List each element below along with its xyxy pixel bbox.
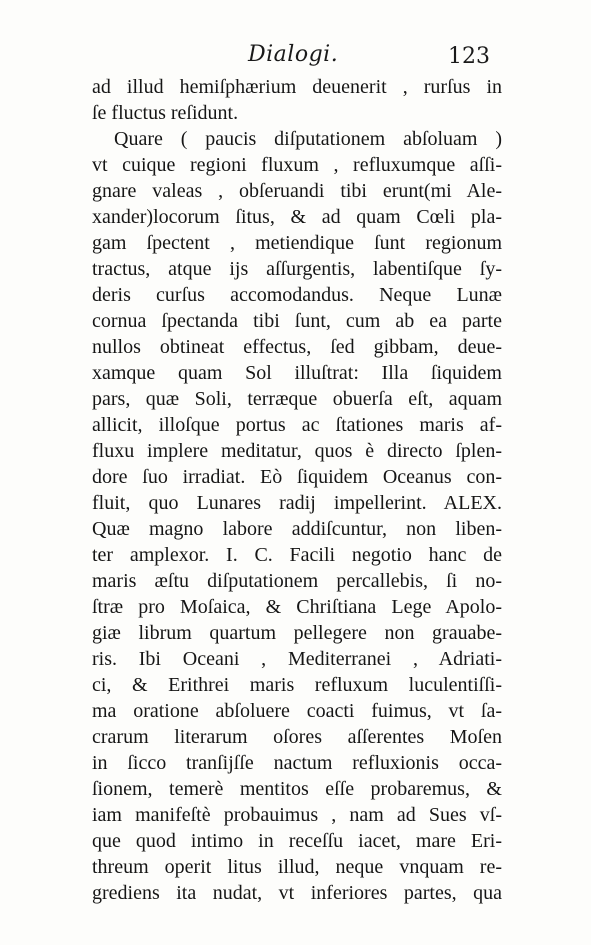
text-line: pars, quæ Soli, terræque obuerſa eſt, aquam — [92, 388, 502, 410]
text-line: ma oratione abſoluere coacti fuimus, vt ſa- — [92, 700, 502, 722]
text-line: xamque quam Sol illuſtrat: Illa ſiquidem — [92, 362, 502, 384]
text-line: Quæ magno labore addiſcuntur, non liben- — [92, 518, 502, 540]
text-line: in ſicco tranſijſſe nactum refluxionis occa- — [92, 752, 502, 774]
text-line: allicit, illoſque portus ac ſtationes maris af- — [92, 414, 502, 436]
text-line: xander)locorum ſitus, & ad quam Cœli pla- — [92, 206, 502, 228]
text-line: dore ſuo irradiat. Eò ſiquidem Oceanus con- — [92, 466, 502, 488]
text-line: ris. Ibi Oceani , Mediterranei , Adriati- — [92, 648, 502, 670]
text-line: ſionem, temerè mentitos eſſe probaremus, & — [92, 778, 502, 800]
text-line: vt cuique regioni fluxum , refluxumque aſſi- — [92, 154, 502, 176]
body-text — [92, 74, 502, 906]
text-line: gam ſpectent , metiendique ſunt regionum — [92, 232, 502, 254]
text-line: fluxu implere meditatur, quos è directo ſplen- — [92, 440, 502, 462]
text-line: deris curſus accomodandus. Neque Lunæ — [92, 284, 502, 306]
text-line: maris æſtu diſputationem percallebis, ſi no- — [92, 570, 502, 592]
text-line: tractus, atque ijs aſſurgentis, labentiſque ſy- — [92, 258, 502, 280]
text-line: Quare ( paucis diſputationem abſoluam ) — [114, 128, 502, 150]
text-line: fluit, quo Lunares radij impellerint. ALEX. — [92, 492, 502, 514]
text-line: iam manifeſtè probauimus , nam ad Sues vſ- — [92, 804, 502, 826]
running-title: Dialogi. — [248, 42, 339, 67]
text-line: grediens ita nudat, vt inferiores partes, qua — [92, 882, 502, 904]
text-line: ſe fluctus reſidunt. — [92, 102, 239, 124]
text-line: crarum literarum oſores aſſerentes Moſen — [92, 726, 502, 748]
text-line: ad illud hemiſphærium deuenerit , rurſus in — [92, 76, 502, 98]
page-number: 123 — [448, 44, 490, 69]
text-line: nullos obtineat effectus, ſed gibbam, deue- — [92, 336, 502, 358]
text-line: threum operit litus illud, neque vnquam re- — [92, 856, 502, 878]
text-line: ſtræ pro Moſaica, & Chriſtiana Lege Apolo- — [92, 596, 502, 618]
text-line: cornua ſpectanda tibi ſunt, cum ab ea parte — [92, 310, 502, 332]
text-line: giæ librum quartum pellegere non grauabe- — [92, 622, 502, 644]
text-line: gnare valeas , obſeruandi tibi erunt(mi Ale- — [92, 180, 502, 202]
text-line: que quod intimo in receſſu iacet, mare Eri- — [92, 830, 502, 852]
text-line: ci, & Erithrei maris refluxum luculentiſſi- — [92, 674, 502, 696]
text-line: ter amplexor. I. C. Facili negotio hanc de — [92, 544, 502, 566]
